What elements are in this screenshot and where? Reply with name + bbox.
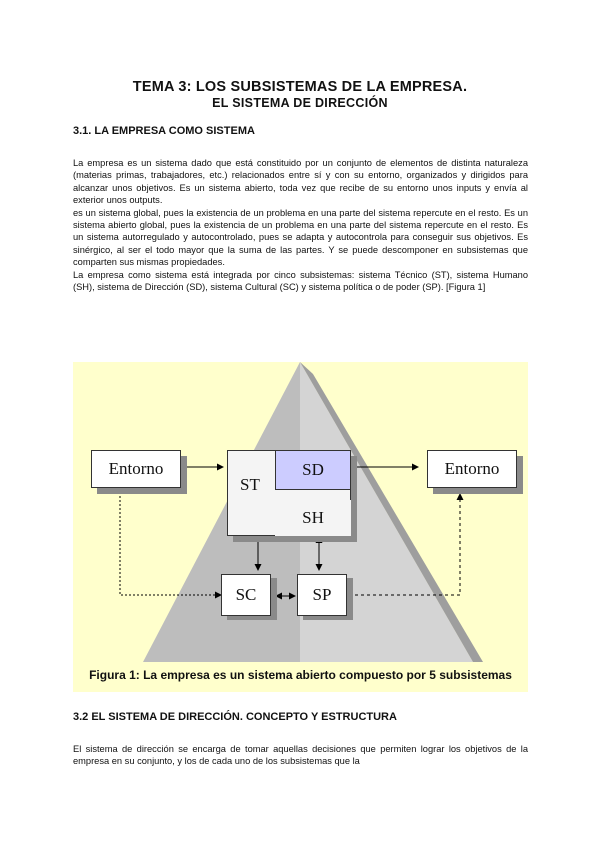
- entorno-left-box: [91, 450, 181, 488]
- figure-1: [73, 362, 528, 692]
- paragraph-2: es un sistema global, pues la existencia de un problema en una parte del sistema repercute en el resto. Es un sistema abierto global, pues la existencia de un problema en una parte del sistema repercute en el resto. Es un sistema autorregulado y autocontrolado, pues se adapta y autocontrola para conseguir sus objetivos. Es sinérgico, al ser el todo mayor que la suma de las partes. Y se puede descomponer en subsistemas que comparten sus mismas propiedades.: [73, 207, 528, 268]
- sd-box: [275, 450, 351, 490]
- document-subtitle: EL SISTEMA DE DIRECCIÓN: [212, 96, 388, 110]
- section-1-body: [73, 157, 528, 293]
- sd-label: SD: [302, 460, 324, 479]
- sh-box: [275, 500, 351, 536]
- paragraph-1: La empresa es un sistema dado que está constituido por un conjunto de elementos de distinta naturaleza (materias primas, trabajadores, etc.) relacionados entre sí y con su entorno, organizados y dirigidos para alcanzar unos objetivos. Es un sistema abierto, toda vez que recibe de su entorno unos inputs y envía al exterior unos outputs.: [73, 158, 528, 206]
- section-2-body: [73, 743, 528, 768]
- entorno-right-box: [427, 450, 517, 488]
- sp-box: [297, 574, 347, 616]
- section-heading-2: 3.2 EL SISTEMA DE DIRECCIÓN. CONCEPTO Y ESTRUCTURA: [73, 711, 397, 723]
- sp-label: SP: [312, 585, 332, 604]
- document-title: TEMA 3: LOS SUBSISTEMAS DE LA EMPRESA.: [132, 79, 468, 95]
- sh-side-shadow: [351, 490, 357, 536]
- sc-box: [221, 574, 271, 616]
- paragraph-3: La empresa como sistema está integrada por cinco subsistemas: sistema Técnico (ST), sistema Humano (SH), sistema de Dirección (SD), sistema Cultural (SC) y sistema política o de poder (SP). [Figura 1]: [73, 269, 528, 293]
- section-heading-1: 3.1. LA EMPRESA COMO SISTEMA: [73, 125, 255, 137]
- entorno-left-label: Entorno: [108, 459, 164, 478]
- st-label: ST: [240, 475, 260, 494]
- entorno-right-label: Entorno: [444, 459, 500, 478]
- figure-caption: Figura 1: La empresa es un sistema abierto compuesto por 5 subsistemas: [89, 668, 512, 682]
- sc-label: SC: [235, 585, 257, 604]
- sh-label: SH: [302, 508, 324, 527]
- paragraph-4: El sistema de dirección se encarga de tomar aquellas decisiones que permiten lograr los objetivos de la empresa en su conjunto, y los de cada uno de los subsistemas que la: [73, 744, 528, 767]
